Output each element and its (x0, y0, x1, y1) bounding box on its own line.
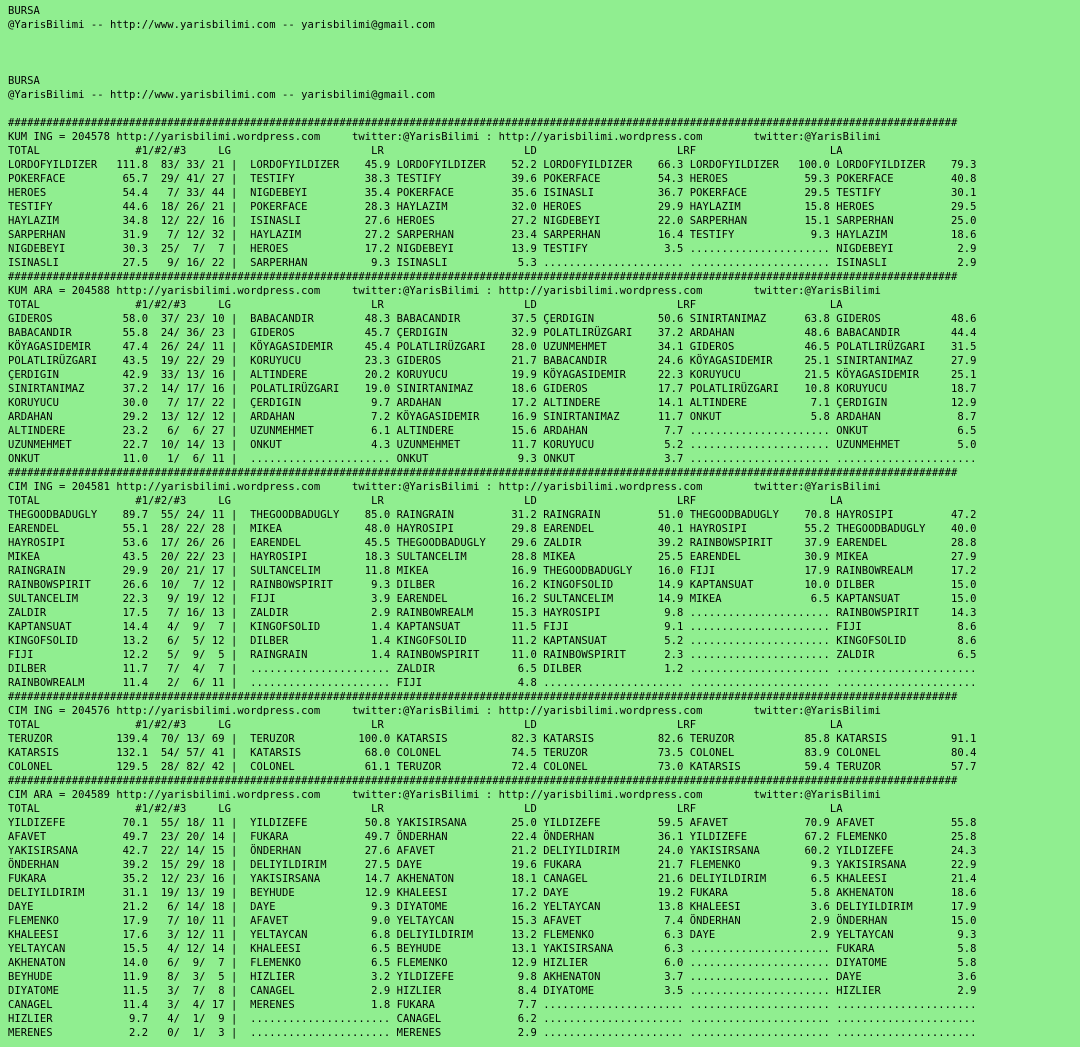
table-row: KAPTANSUAT 14.4 4/ 9/ 7 | KINGOFSOLID 1.4 KAPTANSUAT 11.5 FIJI 9.1 ...................... FIJI 8.6 (8, 621, 977, 633)
table-row: AFAVET 49.7 23/ 20/ 14 | FUKARA 49.7 ÖNDERHAN 22.4 ÖNDERHAN 36.1 YILDIZEFE 67.2 FLEMENKO 25.8 (8, 831, 977, 843)
table-row: TESTIFY 44.6 18/ 26/ 21 | POKERFACE 28.3 HAYLAZIM 32.0 HEROES 29.9 HAYLAZIM 15.8 HEROES 29.5 (8, 201, 977, 213)
table-row: KHALEESI 17.6 3/ 12/ 11 | YELTAYCAN 6.8 DELIYILDIRIM 13.2 FLEMENKO 6.3 DAYE 2.9 YELTAYCAN 9.3 (8, 929, 977, 941)
blank-line (8, 46, 1080, 60)
table-row: BEYHUDE 11.9 8/ 3/ 5 | HIZLIER 3.2 YILDIZEFE 9.8 AKHENATON 3.7 ...................... DAYE 3.6 (8, 971, 977, 983)
table-row: POLATLIRÜZGARI 43.5 19/ 22/ 29 | KORUYUCU 23.3 GIDEROS 21.7 BABACANDIR 24.6 KÖYAGASIDEMIR 25.1 SINIRTANIMAZ 27.9 (8, 355, 977, 367)
column-header: TOTAL #1/#2/#3 LG LR LD LRF LA (8, 299, 843, 311)
table-row: RAINBOWREALM 11.4 2/ 6/ 11 | ...................... FIJI 4.8 ...................... ...................... ...................... (8, 677, 977, 689)
table-row: KORUYUCU 30.0 7/ 17/ 22 | ÇERDIGIN 9.7 ARDAHAN 17.2 ALTINDERE 14.1 ALTINDERE 7.1 ÇERDIGIN 12.9 (8, 397, 977, 409)
table-row: ÖNDERHAN 39.2 15/ 29/ 18 | DELIYILDIRIM 27.5 DAYE 19.6 FUKARA 21.7 FLEMENKO 9.3 YAKISIRSANA 22.9 (8, 859, 977, 871)
table-row: FIJI 12.2 5/ 9/ 5 | RAINGRAIN 1.4 RAINBOWSPIRIT 11.0 RAINBOWSPIRIT 2.3 ...................... ZALDIR 6.5 (8, 649, 977, 661)
race-header: CIM ING = 204576 http://yarisbilimi.wordpress.com twitter:@YarisBilimi : http://yarisbilimi.wordpress.com twitter:@YarisBilimi (8, 705, 881, 717)
report-title: BURSA (8, 75, 40, 87)
race-header: CIM ING = 204581 http://yarisbilimi.wordpress.com twitter:@YarisBilimi : http://yarisbilimi.wordpress.com twitter:@YarisBilimi (8, 481, 881, 493)
table-row: GIDEROS 58.0 37/ 23/ 10 | BABACANDIR 48.3 BABACANDIR 37.5 ÇERDIGIN 50.6 SINIRTANIMAZ 63.8 GIDEROS 48.6 (8, 313, 977, 325)
table-row: MIKEA 43.5 20/ 22/ 23 | HAYROSIPI 18.3 SULTANCELIM 28.8 MIKEA 25.5 EARENDEL 30.9 MIKEA 27.9 (8, 551, 977, 563)
table-row: KATARSIS 132.1 54/ 57/ 41 | KATARSIS 68.0 COLONEL 74.5 TERUZOR 73.5 COLONEL 83.9 COLONEL 80.4 (8, 747, 977, 759)
table-row: MERENES 2.2 0/ 1/ 3 | ...................... MERENES 2.9 ...................... ...................... ...................... (8, 1027, 977, 1039)
table-row: YILDIZEFE 70.1 55/ 18/ 11 | YILDIZEFE 50.8 YAKISIRSANA 25.0 YILDIZEFE 59.5 AFAVET 70.9 AFAVET 55.8 (8, 817, 977, 829)
table-row: AKHENATON 14.0 6/ 9/ 7 | FLEMENKO 6.5 FLEMENKO 12.9 HIZLIER 6.0 ...................... DIYATOME 5.8 (8, 957, 977, 969)
race-header: KUM ING = 204578 http://yarisbilimi.wordpress.com twitter:@YarisBilimi : http://yarisbilimi.wordpress.com twitter:@YarisBilimi (8, 131, 881, 143)
separator-line: ##################################################################################################################################################### (8, 117, 958, 129)
separator-line: ##################################################################################################################################################### (8, 775, 958, 787)
table-row: EARENDEL 55.1 28/ 22/ 28 | MIKEA 48.0 HAYROSIPI 29.8 EARENDEL 40.1 HAYROSIPI 55.2 THEGOODBADUGLY 40.0 (8, 523, 977, 535)
table-row: DILBER 11.7 7/ 4/ 7 | ...................... ZALDIR 6.5 DILBER 1.2 ...................... ...................... (8, 663, 977, 675)
table-row: ISINASLI 27.5 9/ 16/ 22 | SARPERHAN 9.3 ISINASLI 5.3 ...................... ...................... ISINASLI 2.9 (8, 257, 977, 269)
table-row: HAYLAZIM 34.8 12/ 22/ 16 | ISINASLI 27.6 HEROES 27.2 NIGDEBEYI 22.0 SARPERHAN 15.1 SARPERHAN 25.0 (8, 215, 977, 227)
column-header: TOTAL #1/#2/#3 LG LR LD LRF LA (8, 719, 843, 731)
table-row: SARPERHAN 31.9 7/ 12/ 32 | HAYLAZIM 27.2 SARPERHAN 23.4 SARPERHAN 16.4 TESTIFY 9.3 HAYLAZIM 18.6 (8, 229, 977, 241)
table-row: DIYATOME 11.5 3/ 7/ 8 | CANAGEL 2.9 HIZLIER 8.4 DIYATOME 3.5 ...................... HIZLIER 2.9 (8, 985, 977, 997)
blank-line (8, 60, 1080, 74)
table-row: BABACANDIR 55.8 24/ 36/ 23 | GIDEROS 45.7 ÇERDIGIN 32.9 POLATLIRÜZGARI 37.2 ARDAHAN 48.6 BABACANDIR 44.4 (8, 327, 977, 339)
table-row: KÖYAGASIDEMIR 47.4 26/ 24/ 11 | KÖYAGASIDEMIR 45.4 POLATLIRÜZGARI 28.0 UZUNMEHMET 34.1 GIDEROS 46.5 POLATLIRÜZGARI 31.5 (8, 341, 977, 353)
table-row: POKERFACE 65.7 29/ 41/ 27 | TESTIFY 38.3 TESTIFY 39.6 POKERFACE 54.3 HEROES 59.3 POKERFACE 40.8 (8, 173, 977, 185)
table-row: UZUNMEHMET 22.7 10/ 14/ 13 | ONKUT 4.3 UZUNMEHMET 11.7 KORUYUCU 5.2 ...................... UZUNMEHMET 5.0 (8, 439, 977, 451)
separator-line: ##################################################################################################################################################### (8, 271, 958, 283)
report-subtitle: @YarisBilimi -- http://www.yarisbilimi.com -- yarisbilimi@gmail.com (8, 89, 435, 101)
report-title: BURSA (8, 5, 40, 17)
table-row: TERUZOR 139.4 70/ 13/ 69 | TERUZOR 100.0 KATARSIS 82.3 KATARSIS 82.6 TERUZOR 85.8 KATARSIS 91.1 (8, 733, 977, 745)
table-row: RAINBOWSPIRIT 26.6 10/ 7/ 12 | RAINBOWSPIRIT 9.3 DILBER 16.2 KINGOFSOLID 14.9 KAPTANSUAT 10.0 DILBER 15.0 (8, 579, 977, 591)
column-header: TOTAL #1/#2/#3 LG LR LD LRF LA (8, 803, 843, 815)
table-row: ZALDIR 17.5 7/ 16/ 13 | ZALDIR 2.9 RAINBOWREALM 15.3 HAYROSIPI 9.8 ...................... RAINBOWSPIRIT 14.3 (8, 607, 977, 619)
table-row: CANAGEL 11.4 3/ 4/ 17 | MERENES 1.8 FUKARA 7.7 ...................... ...................... ...................... (8, 999, 977, 1011)
table-row: ONKUT 11.0 1/ 6/ 11 | ...................... ONKUT 9.3 ONKUT 3.7 ...................... ...................... (8, 453, 977, 465)
table-row: LORDOFYILDIZER 111.8 83/ 33/ 21 | LORDOFYILDIZER 45.9 LORDOFYILDIZER 52.2 LORDOFYILDIZER 66.3 LORDOFYILDIZER 100.0 LORDOFYILDIZER 79.3 (8, 159, 977, 171)
race-header: KUM ARA = 204588 http://yarisbilimi.wordpress.com twitter:@YarisBilimi : http://yarisbilimi.wordpress.com twitter:@YarisBilimi (8, 285, 881, 297)
table-row: SULTANCELIM 22.3 9/ 19/ 12 | FIJI 3.9 EARENDEL 16.2 SULTANCELIM 14.9 MIKEA 6.5 KAPTANSUAT 15.0 (8, 593, 977, 605)
column-header: TOTAL #1/#2/#3 LG LR LD LRF LA (8, 145, 843, 157)
table-row: YELTAYCAN 15.5 4/ 12/ 14 | KHALEESI 6.5 BEYHUDE 13.1 YAKISIRSANA 6.3 ...................... FUKARA 5.8 (8, 943, 977, 955)
table-row: HEROES 54.4 7/ 33/ 44 | NIGDEBEYI 35.4 POKERFACE 35.6 ISINASLI 36.7 POKERFACE 29.5 TESTIFY 30.1 (8, 187, 977, 199)
table-row: ARDAHAN 29.2 13/ 12/ 12 | ARDAHAN 7.2 KÖYAGASIDEMIR 16.9 SINIRTANIMAZ 11.7 ONKUT 5.8 ARDAHAN 8.7 (8, 411, 977, 423)
column-header: TOTAL #1/#2/#3 LG LR LD LRF LA (8, 495, 843, 507)
table-row: DAYE 21.2 6/ 14/ 18 | DAYE 9.3 DIYATOME 16.2 YELTAYCAN 13.8 KHALEESI 3.6 DELIYILDIRIM 17.9 (8, 901, 977, 913)
table-row: FLEMENKO 17.9 7/ 10/ 11 | AFAVET 9.0 YELTAYCAN 15.3 AFAVET 7.4 ÖNDERHAN 2.9 ÖNDERHAN 15.0 (8, 915, 977, 927)
table-row: ALTINDERE 23.2 6/ 6/ 27 | UZUNMEHMET 6.1 ALTINDERE 15.6 ARDAHAN 7.7 ...................... ONKUT 6.5 (8, 425, 977, 437)
separator-line: ##################################################################################################################################################### (8, 691, 958, 703)
blank-line (8, 102, 1080, 116)
table-row: FUKARA 35.2 12/ 23/ 16 | YAKISIRSANA 14.7 AKHENATON 18.1 CANAGEL 21.6 DELIYILDIRIM 6.5 KHALEESI 21.4 (8, 873, 977, 885)
table-row: THEGOODBADUGLY 89.7 55/ 24/ 11 | THEGOODBADUGLY 85.0 RAINGRAIN 31.2 RAINGRAIN 51.0 THEGOODBADUGLY 70.8 HAYROSIPI 47.2 (8, 509, 977, 521)
table-row: ÇERDIGIN 42.9 33/ 13/ 16 | ALTINDERE 20.2 KORUYUCU 19.9 KÖYAGASIDEMIR 22.3 KORUYUCU 21.5 KÖYAGASIDEMIR 25.1 (8, 369, 977, 381)
table-row: NIGDEBEYI 30.3 25/ 7/ 7 | HEROES 17.2 NIGDEBEYI 13.9 TESTIFY 3.5 ...................... NIGDEBEYI 2.9 (8, 243, 977, 255)
blank-line (8, 32, 1080, 46)
table-row: KINGOFSOLID 13.2 6/ 5/ 12 | DILBER 1.4 KINGOFSOLID 11.2 KAPTANSUAT 5.2 ...................... KINGOFSOLID 8.6 (8, 635, 977, 647)
table-row: COLONEL 129.5 28/ 82/ 42 | COLONEL 61.1 TERUZOR 72.4 COLONEL 73.0 KATARSIS 59.4 TERUZOR 57.7 (8, 761, 977, 773)
race-header: CIM ARA = 204589 http://yarisbilimi.wordpress.com twitter:@YarisBilimi : http://yarisbilimi.wordpress.com twitter:@YarisBilimi (8, 789, 881, 801)
table-row: YAKISIRSANA 42.7 22/ 14/ 15 | ÖNDERHAN 27.6 AFAVET 21.2 DELIYILDIRIM 24.0 YAKISIRSANA 60.2 YILDIZEFE 24.3 (8, 845, 977, 857)
table-row: RAINGRAIN 29.9 20/ 21/ 17 | SULTANCELIM 11.8 MIKEA 16.9 THEGOODBADUGLY 16.0 FIJI 17.9 RAINBOWREALM 17.2 (8, 565, 977, 577)
report-subtitle: @YarisBilimi -- http://www.yarisbilimi.com -- yarisbilimi@gmail.com (8, 19, 435, 31)
table-row: DELIYILDIRIM 31.1 19/ 13/ 19 | BEYHUDE 12.9 KHALEESI 17.2 DAYE 19.2 FUKARA 5.8 AKHENATON 18.6 (8, 887, 977, 899)
separator-line: ##################################################################################################################################################### (8, 467, 958, 479)
table-row: HAYROSIPI 53.6 17/ 26/ 26 | EARENDEL 45.5 THEGOODBADUGLY 29.6 ZALDIR 39.2 RAINBOWSPIRIT 37.9 EARENDEL 28.8 (8, 537, 977, 549)
table-row: HIZLIER 9.7 4/ 1/ 9 | ...................... CANAGEL 6.2 ...................... ...................... ...................... (8, 1013, 977, 1025)
table-row: SINIRTANIMAZ 37.2 14/ 17/ 16 | POLATLIRÜZGARI 19.0 SINIRTANIMAZ 18.6 GIDEROS 17.7 POLATLIRÜZGARI 10.8 KORUYUCU 18.7 (8, 383, 977, 395)
